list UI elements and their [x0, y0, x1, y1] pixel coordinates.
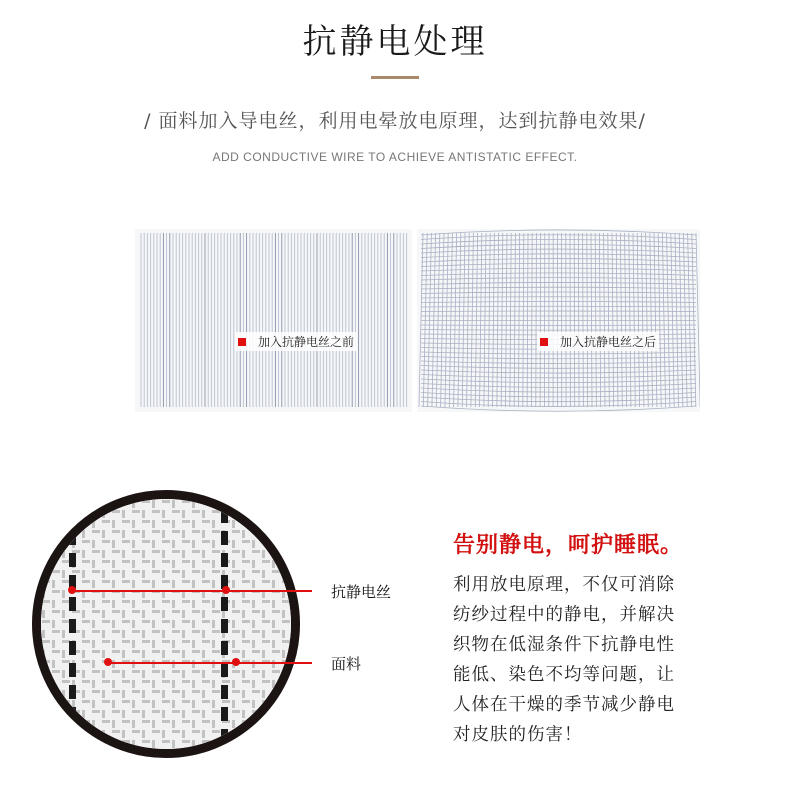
fabric-label: 面料	[331, 655, 362, 673]
after-label	[537, 332, 659, 351]
red-square-icon	[238, 338, 246, 346]
description-line: 利用放电原理，不仅可消除	[453, 575, 675, 595]
description-line: 织物在低湿条件下抗静电性	[453, 635, 675, 655]
description-line: 对皮肤的伤害！	[453, 725, 583, 745]
fabric-callout-line	[108, 662, 312, 664]
headline: 告别静电，呵护睡眠。	[453, 533, 684, 558]
before-label-text: 加入抗静电丝之前	[258, 335, 355, 349]
description-line: 能低、染色不均等问题，让	[453, 665, 675, 685]
red-square-icon	[540, 338, 548, 346]
subtitle-english: ADD CONDUCTIVE WIRE TO ACHIEVE ANTISTATIC EFFECT.	[212, 150, 578, 164]
after-label-text: 加入抗静电丝之后	[560, 335, 657, 349]
after-panel	[417, 229, 700, 412]
grid-pattern	[417, 229, 700, 412]
subtitle-chinese: / 面料加入导电丝，利用电晕放电原理，达到抗静电效果/	[144, 110, 646, 132]
description-line: 人体在干燥的季节减少静电	[453, 695, 675, 715]
vertical-lines-pattern	[135, 229, 412, 412]
weave-pattern	[41, 499, 291, 749]
before-label	[235, 332, 357, 351]
before-panel	[135, 229, 412, 412]
wire-callout-line	[72, 590, 312, 592]
fabric-closeup-circle	[32, 490, 300, 758]
page-title: 抗静电处理	[302, 22, 488, 62]
wire-label: 抗静电丝	[331, 583, 392, 601]
description-line: 纺纱过程中的静电，并解决	[453, 605, 675, 625]
description	[453, 570, 763, 750]
title-underline	[371, 76, 419, 79]
